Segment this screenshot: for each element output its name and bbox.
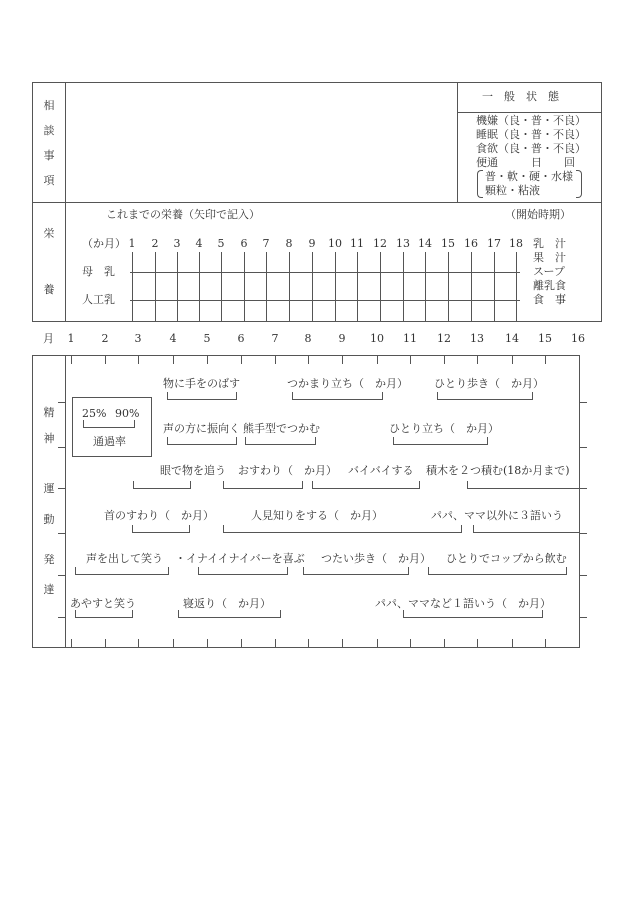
milestone-label: ひとりでコップから飲む (446, 552, 567, 565)
month-number: 1 (67, 332, 75, 345)
row-tick (58, 447, 66, 448)
month-column-line (289, 252, 290, 321)
consultation-notes-area[interactable] (67, 84, 455, 201)
row-tick (579, 533, 587, 534)
formula-line (130, 300, 520, 301)
milestone-range[interactable] (467, 481, 580, 489)
month-column-line (221, 252, 222, 321)
milestone-range[interactable] (403, 610, 543, 618)
nutrition-month-number: 16 (464, 237, 478, 250)
milestone-range[interactable] (133, 481, 191, 489)
month-column-line (516, 252, 517, 321)
nutrition-label-char: 栄 (43, 227, 55, 240)
milestone-range[interactable] (223, 525, 462, 533)
row-tick (58, 533, 66, 534)
month-column-line (471, 252, 472, 321)
milestone-range[interactable] (178, 610, 281, 618)
milestone-label: 積木を２つ積む(18か月まで) (426, 464, 570, 477)
milestone-range[interactable] (167, 437, 237, 445)
month-column-line (312, 252, 313, 321)
month-number: 9 (338, 332, 346, 345)
row-tick (58, 488, 66, 489)
month-column-line (177, 252, 178, 321)
milestone-label: ・イナイイナイバーを喜ぶ (175, 552, 305, 565)
milestone-label: 寝返り（ か月） (183, 597, 271, 610)
month-unit-label: （か月） (82, 237, 126, 250)
mood-line: 機嫌（良・普・不良） (476, 114, 586, 127)
food-item: 食 事 (533, 293, 566, 306)
month-column-line (448, 252, 449, 321)
legend-90: 90% (115, 407, 140, 420)
milestone-label: 熊手型でつかむ (243, 422, 320, 435)
milestone-range[interactable] (245, 437, 316, 445)
legend-caption: 通過率 (93, 435, 126, 448)
stool-options-1: 普・軟・硬・水様 (485, 170, 573, 183)
month-column-line (199, 252, 200, 321)
row-tick (579, 447, 587, 448)
dev-label-char: 運 (43, 482, 55, 495)
month-column-line (494, 252, 495, 321)
milestone-label: パパ、ママ以外に３語いう (431, 509, 563, 522)
milestone-label: つたい歩き（ か月） (321, 552, 431, 565)
nutrition-month-number: 3 (173, 237, 181, 250)
month-number: 8 (304, 332, 312, 345)
nutrition-month-number: 15 (441, 237, 455, 250)
row-tick (579, 488, 587, 489)
month-axis-label: 月 (43, 332, 54, 345)
month-column-line (380, 252, 381, 321)
row-label-breast-milk: 母 乳 (82, 265, 115, 278)
nutrition-month-number: 13 (396, 237, 410, 250)
food-item: 離乳食 (533, 279, 566, 292)
milestone-range[interactable] (393, 437, 488, 445)
milestone-range[interactable] (223, 481, 303, 489)
appetite-line: 食欲（良・普・不良） (476, 142, 586, 155)
milestone-label: ひとり歩き（ か月） (434, 377, 544, 390)
month-column-line (357, 252, 358, 321)
month-number: 12 (437, 332, 451, 345)
month-number: 11 (403, 332, 417, 345)
divider (457, 112, 602, 113)
row-tick (579, 617, 587, 618)
milestone-range[interactable] (75, 610, 133, 618)
dev-label-char: 動 (43, 513, 55, 526)
month-number: 7 (271, 332, 279, 345)
month-number: 5 (203, 332, 211, 345)
month-number: 10 (370, 332, 384, 345)
milestone-label: 人見知りをする（ か月） (251, 509, 383, 522)
nutrition-month-number: 6 (240, 237, 248, 250)
nutrition-month-number: 10 (328, 237, 342, 250)
consultation-label-char: 談 (43, 124, 55, 137)
general-condition-title: 一 般 状 態 (482, 90, 559, 103)
milestone-range[interactable] (428, 567, 567, 575)
start-period-label: （開始時期） (505, 208, 571, 221)
milestone-range[interactable] (292, 392, 383, 400)
divider (457, 82, 458, 203)
month-number: 15 (538, 332, 552, 345)
milestone-label: 首のすわり（ か月） (104, 509, 214, 522)
nutrition-month-number: 11 (350, 237, 364, 250)
milestone-range[interactable] (473, 525, 579, 533)
dev-label-char: 達 (43, 583, 55, 596)
divider (65, 355, 66, 648)
month-column-line (403, 252, 404, 321)
nutrition-label-char: 養 (43, 283, 55, 296)
consultation-label-char: 項 (43, 174, 55, 187)
breast-milk-line (130, 272, 520, 273)
stool-bracket-right (576, 170, 582, 198)
legend-25: 25% (82, 407, 107, 420)
milestone-range[interactable] (303, 567, 409, 575)
nutrition-month-number: 18 (509, 237, 523, 250)
row-tick (58, 575, 66, 576)
nutrition-month-number: 8 (285, 237, 293, 250)
milestone-range[interactable] (198, 567, 288, 575)
month-number: 14 (505, 332, 519, 345)
milestone-label: ひとり立ち（ か月） (389, 422, 499, 435)
milestone-label: 声を出して笑う (86, 552, 163, 565)
nutrition-month-number: 7 (262, 237, 270, 250)
stool-options-2: 顆粒・粘液 (485, 184, 540, 197)
milestone-label: 物に手をのばす (163, 377, 240, 390)
row-tick (58, 617, 66, 618)
milestone-label: つかまり立ち（ か月） (287, 377, 408, 390)
row-label-formula: 人工乳 (82, 293, 115, 306)
month-column-line (155, 252, 156, 321)
right-border (579, 355, 580, 648)
milestone-label: おすわり（ か月） (238, 464, 337, 477)
row-tick (579, 402, 587, 403)
milestone-range[interactable] (167, 392, 237, 400)
food-item: スープ (533, 265, 565, 278)
dev-label-char: 精 (43, 406, 55, 419)
legend-bracket (83, 420, 135, 428)
milestone-range[interactable] (312, 481, 420, 489)
nutrition-month-number: 9 (308, 237, 316, 250)
nutrition-month-number: 14 (418, 237, 432, 250)
milestone-label: 眼で物を追う (160, 464, 226, 477)
month-column-line (266, 252, 267, 321)
milestone-range[interactable] (437, 392, 533, 400)
nutrition-month-number: 1 (128, 237, 136, 250)
row-tick (58, 402, 66, 403)
milestone-range[interactable] (132, 525, 190, 533)
row-tick (579, 575, 587, 576)
nutrition-month-number: 12 (373, 237, 387, 250)
dev-label-char: 発 (43, 553, 55, 566)
consultation-label-char: 事 (43, 149, 55, 162)
nutrition-month-number: 4 (195, 237, 203, 250)
month-column-line (244, 252, 245, 321)
milestone-label: あやすと笑う (70, 597, 136, 610)
nutrition-month-number: 17 (487, 237, 501, 250)
nutrition-month-number: 5 (217, 237, 225, 250)
food-item: 乳 汁 (533, 237, 566, 250)
bowel-line: 便通 日 回 (476, 156, 575, 169)
consultation-label-char: 相 (43, 99, 55, 112)
milestone-label: 声の方に振向く (163, 422, 240, 435)
month-column-line (335, 252, 336, 321)
milestone-label: パパ、ママなど１語いう（ か月） (375, 597, 551, 610)
dev-label-char: 神 (43, 432, 55, 445)
month-number: 16 (571, 332, 585, 345)
milestone-range[interactable] (75, 567, 169, 575)
month-number: 4 (169, 332, 177, 345)
food-item: 果 汁 (533, 251, 566, 264)
month-number: 6 (237, 332, 245, 345)
month-number: 2 (101, 332, 109, 345)
milestone-label: バイバイする (348, 464, 414, 477)
month-column-line (132, 252, 133, 321)
nutrition-heading: これまでの栄養（矢印で記入） (106, 208, 260, 221)
sleep-line: 睡眠（良・普・不良） (476, 128, 586, 141)
month-number: 13 (470, 332, 484, 345)
month-number: 3 (134, 332, 142, 345)
nutrition-month-number: 2 (151, 237, 159, 250)
month-column-line (425, 252, 426, 321)
stool-bracket-left (477, 170, 483, 198)
